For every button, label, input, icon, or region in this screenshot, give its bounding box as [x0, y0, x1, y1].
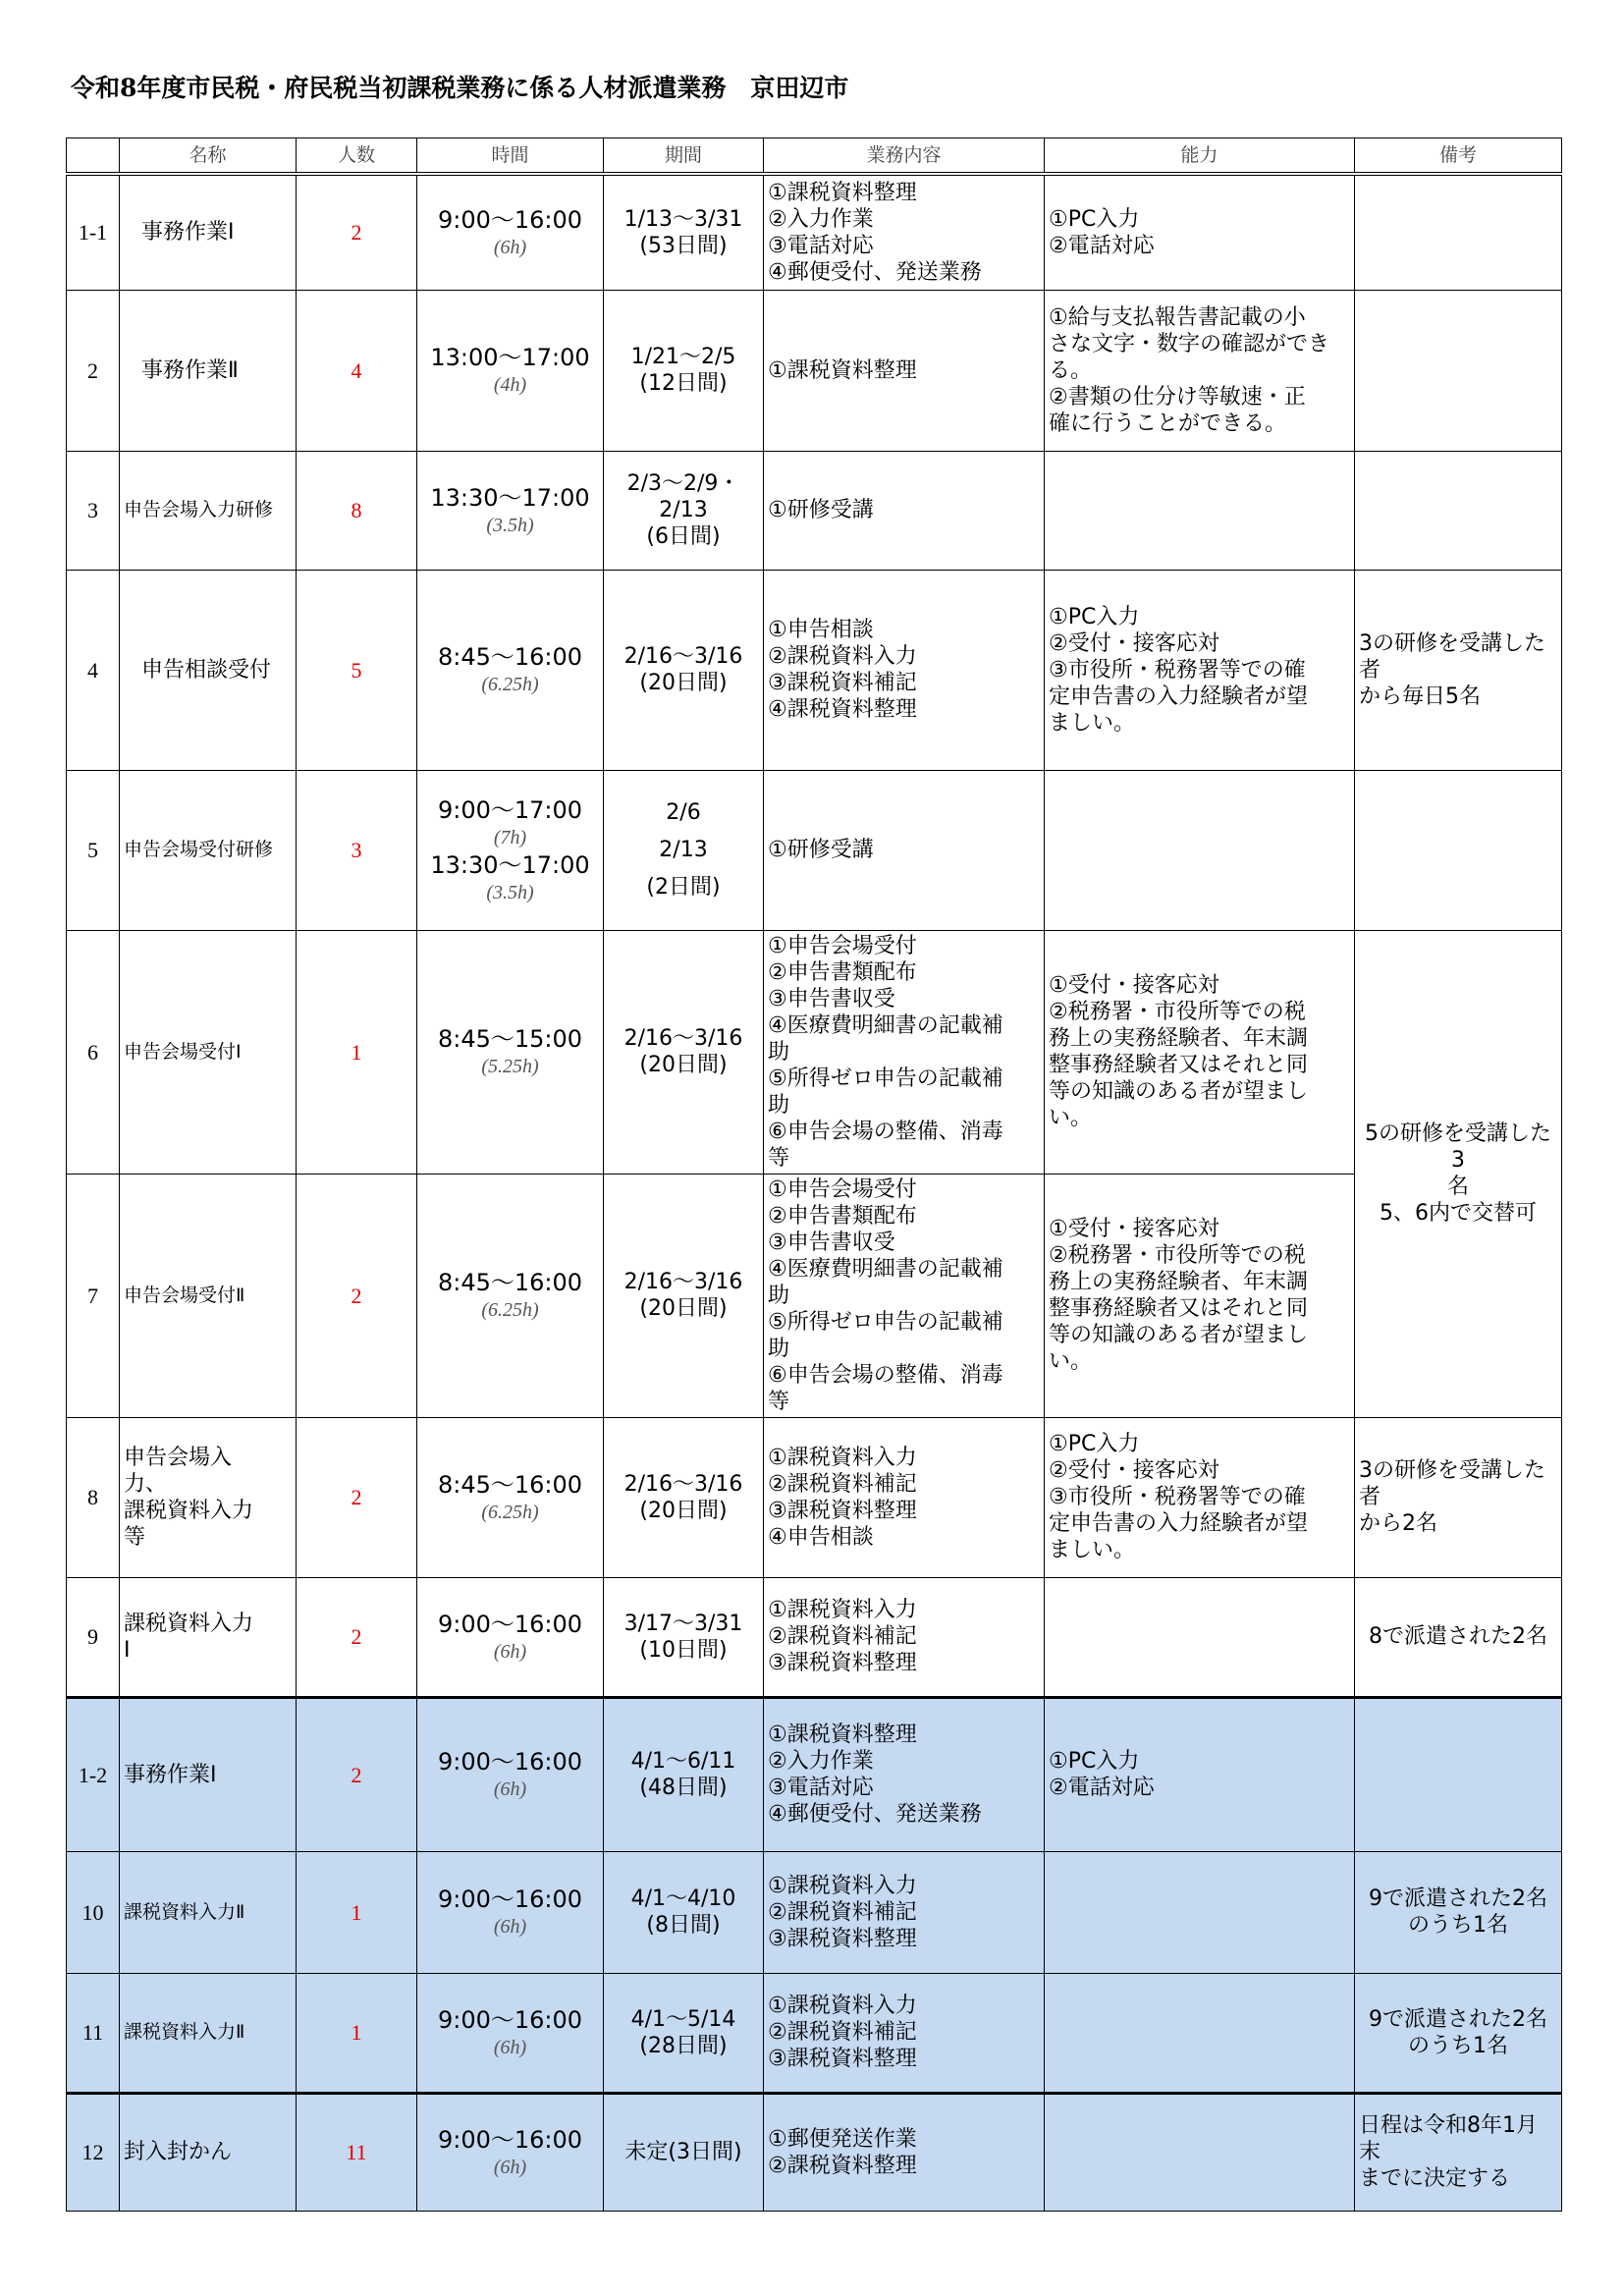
time-range: 9:00～17:00 [437, 795, 583, 824]
work-period [604, 570, 764, 770]
required-ability-line: ③市役所・税務署等での確 [1049, 1485, 1306, 1509]
duties-line: ③申告書収受 [768, 986, 895, 1011]
row-number: 2 [67, 290, 120, 451]
time-range: 9:00～16:00 [437, 1610, 583, 1638]
work-period [604, 290, 764, 451]
time-range: 8:45～16:00 [437, 643, 583, 671]
staff-count: 2 [297, 1697, 417, 1851]
required-ability-line: ①PC入力 [1049, 604, 1140, 629]
job-name [120, 770, 297, 930]
remarks [1355, 174, 1562, 290]
required-ability-line: ③市役所・税務署等での確 [1049, 657, 1306, 683]
work-hours [417, 290, 604, 451]
duties-line: ②申告書類配布 [768, 1203, 917, 1229]
work-period [604, 1973, 764, 2093]
table-row [67, 1577, 1562, 1697]
duties [764, 1417, 1045, 1577]
work-period-line: 4/1～6/11 [630, 1749, 736, 1774]
duties-line: ①課税資料入力 [768, 1873, 917, 1898]
duties-line: ③課税資料整理 [768, 1651, 917, 1675]
duties [764, 1973, 1045, 2093]
required-ability-line: ①PC入力 [1049, 206, 1140, 232]
duties-line: ①課税資料入力 [768, 1994, 917, 2018]
required-ability [1045, 290, 1355, 451]
hours-duration: (6.25h) [481, 674, 539, 695]
table-row [67, 451, 1562, 570]
duties-line: ④課税資料整理 [768, 697, 917, 722]
staff-count: 2 [297, 1417, 417, 1577]
work-period-line: (20日間) [639, 1296, 728, 1321]
job-name [120, 1851, 297, 1973]
hours-duration: (6h) [493, 1916, 527, 1938]
remarks-line: から2名 [1359, 1511, 1437, 1536]
table-row [67, 1174, 1562, 1417]
duties [764, 1851, 1045, 1973]
remarks [1355, 451, 1562, 570]
work-period-line: 未定(3日間) [624, 2140, 742, 2164]
staff-count: 3 [297, 770, 417, 930]
remarks-line: 5の研修を受講した3 [1365, 1121, 1551, 1173]
work-hours [417, 1973, 604, 2093]
work-period-line: 2/6 [666, 799, 701, 825]
hours-duration: (6h) [493, 1640, 527, 1663]
row-number: 10 [67, 1851, 120, 1973]
header-time: 時間 [417, 138, 604, 175]
required-ability-line: 務上の実務経験者、年末調 [1049, 1026, 1309, 1051]
time-range: 8:45～16:00 [437, 1269, 583, 1296]
table-row [67, 1697, 1562, 1851]
work-period-line: (20日間) [639, 1498, 728, 1523]
duties-line: ④郵便受付、発送業務 [768, 259, 982, 285]
required-ability-line: ①PC入力 [1049, 1749, 1140, 1774]
work-period-line: (10日間) [639, 1637, 728, 1663]
duties [764, 451, 1045, 570]
hours-duration: (7h) [493, 826, 527, 848]
required-ability [1045, 1973, 1355, 2093]
job-name [120, 1417, 297, 1577]
work-period-line: (12日間) [639, 371, 728, 396]
remarks-line: から毎日5名 [1359, 683, 1481, 709]
work-hours [417, 174, 604, 290]
job-name-line: 課税資料入力 [124, 1611, 254, 1636]
duties-line: 助 [768, 1039, 790, 1065]
work-period [604, 1174, 764, 1417]
hours-duration: (6.25h) [481, 1501, 539, 1523]
time-range: 9:00～16:00 [437, 205, 583, 234]
duties [764, 174, 1045, 290]
remarks [1355, 290, 1562, 451]
remarks-line: 名 [1446, 1175, 1469, 1199]
required-ability-line: 務上の実務経験者、年末調 [1049, 1270, 1309, 1294]
job-name-line: 申告会場入 [124, 1445, 233, 1470]
hours-duration: (6h) [493, 236, 527, 258]
job-name-line: 申告会場受付Ⅱ [124, 1284, 245, 1306]
header-name: 名称 [120, 138, 297, 175]
duties-line: 助 [768, 1336, 790, 1361]
required-ability [1045, 174, 1355, 290]
staff-count: 11 [297, 2093, 417, 2211]
remarks [1355, 770, 1562, 930]
duties [764, 2093, 1045, 2211]
time-range: 13:00～17:00 [430, 344, 590, 371]
remarks-line: 9で派遣された2名 [1369, 1886, 1547, 1911]
staff-count: 1 [297, 930, 417, 1174]
job-name [120, 174, 297, 290]
job-name [120, 451, 297, 570]
table-row [67, 1417, 1562, 1577]
job-name [120, 1174, 297, 1417]
hours-duration: (6.25h) [481, 1299, 539, 1321]
required-ability [1045, 2093, 1355, 2211]
duties-line: ①課税資料入力 [768, 1598, 917, 1622]
duties-line: ②課税資料補記 [768, 1899, 917, 1925]
duties-line: ①研修受講 [768, 498, 874, 522]
required-ability [1045, 770, 1355, 930]
work-hours [417, 1174, 604, 1417]
header-count: 人数 [297, 138, 417, 175]
work-period [604, 770, 764, 930]
job-name [120, 1973, 297, 2093]
staff-count: 4 [297, 290, 417, 451]
duties-line: ④郵便受付、発送業務 [768, 1802, 982, 1827]
header-duties: 業務内容 [764, 138, 1045, 175]
required-ability-line: ②受付・接客応対 [1049, 1458, 1219, 1483]
staff-count: 2 [297, 1174, 417, 1417]
required-ability-line: ましい。 [1049, 1538, 1136, 1562]
required-ability-line: ②電話対応 [1049, 1776, 1155, 1800]
duties-line: ①申告相談 [768, 618, 874, 642]
duties-line: ③電話対応 [768, 1776, 874, 1800]
work-hours [417, 1417, 604, 1577]
duties-line: ③課税資料補記 [768, 671, 917, 695]
job-name-line: 課税資料入力 [124, 1498, 254, 1523]
duties-line: ①課税資料整理 [768, 180, 917, 205]
remarks-line: 3の研修を受講した者 [1359, 1458, 1545, 1509]
duties-line: 助 [768, 1092, 790, 1118]
work-period-line: 2/16～3/16 [623, 1471, 743, 1497]
staff-count: 2 [297, 1577, 417, 1697]
work-period [604, 174, 764, 290]
duties-line: ②課税資料入力 [768, 644, 917, 669]
duties-line: ②申告書類配布 [768, 959, 917, 985]
work-hours [417, 2093, 604, 2211]
job-name-line: 事務作業Ⅰ [124, 1762, 217, 1787]
duties [764, 930, 1045, 1174]
work-hours [417, 770, 604, 930]
job-name-line: 申告会場入力研修 [124, 499, 274, 520]
job-name [120, 2093, 297, 2211]
work-period-line: (20日間) [639, 671, 728, 695]
duties-line: ③課税資料整理 [768, 1926, 917, 1951]
remarks-line: 8で派遣された2名 [1369, 1624, 1547, 1649]
work-period-line: 2/16～3/16 [623, 1270, 743, 1294]
job-name [120, 570, 297, 770]
page-title: 令和8年度市民税・府民税当初課税業務に係る人材派遣業務 京田辺市 [71, 74, 849, 102]
duties-line: ⑥申告会場の整備、消毒 [768, 1362, 1003, 1388]
required-ability [1045, 1417, 1355, 1577]
required-ability-line: 定申告書の入力経験者が望 [1049, 1511, 1309, 1536]
staff-count: 1 [297, 1973, 417, 2093]
work-hours [417, 1851, 604, 1973]
job-name-line: Ⅰ [124, 1637, 131, 1663]
row-number: 3 [67, 451, 120, 570]
duties-line: ⑤所得ゼロ申告の記載補 [768, 1309, 1003, 1335]
remarks-line: 3の研修を受講した者 [1359, 630, 1545, 683]
remarks [1355, 1577, 1562, 1697]
hours-duration: (5.25h) [481, 1056, 539, 1077]
row-number: 8 [67, 1417, 120, 1577]
work-period-line: 2/13 [659, 837, 708, 862]
duties-line: ②入力作業 [768, 206, 874, 232]
duties [764, 290, 1045, 451]
work-period-line: 2/16～3/16 [623, 1026, 743, 1051]
job-name-line: 申告相談受付 [141, 657, 272, 683]
job-name-line: 課税資料入力Ⅱ [124, 2021, 245, 2043]
work-period-line: (48日間) [639, 1776, 728, 1800]
remarks [1355, 1851, 1562, 1973]
duties [764, 1174, 1045, 1417]
duties-line: ⑤所得ゼロ申告の記載補 [768, 1066, 1003, 1091]
duties-line: ①申告会場受付 [768, 1176, 917, 1202]
job-name-line: 申告会場受付研修 [124, 839, 274, 860]
table-row [67, 770, 1562, 930]
required-ability [1045, 1697, 1355, 1851]
duties-line: ③課税資料整理 [768, 2047, 917, 2071]
duties-line: 助 [768, 1283, 790, 1308]
remarks [1355, 2093, 1562, 2211]
work-period-line: (8日間) [646, 1913, 721, 1938]
duties-line: ①課税資料整理 [768, 357, 917, 383]
work-period [604, 930, 764, 1174]
duties-line: ③電話対応 [768, 233, 874, 258]
required-ability [1045, 1174, 1355, 1417]
schedule-table [66, 137, 1562, 2212]
required-ability [1045, 451, 1355, 570]
header-ability: 能力 [1045, 138, 1355, 175]
job-name-line: 事務作業Ⅱ [141, 357, 239, 383]
duties-line: ④申告相談 [768, 1524, 874, 1550]
required-ability-line: 定申告書の入力経験者が望 [1049, 683, 1309, 709]
required-ability [1045, 1577, 1355, 1697]
row-number: 9 [67, 1577, 120, 1697]
time-range: 9:00～16:00 [437, 2005, 583, 2034]
remarks-line: 9で派遣された2名 [1369, 2006, 1547, 2032]
required-ability-line: ①PC入力 [1049, 1432, 1140, 1456]
row-number: 11 [67, 1973, 120, 2093]
table-row [67, 1851, 1562, 1973]
time-range: 8:45～16:00 [437, 1470, 583, 1499]
remarks [1355, 1973, 1562, 2093]
required-ability-line: ①受付・接客応対 [1049, 973, 1219, 998]
remarks-line: までに決定する [1359, 2166, 1511, 2191]
work-hours [417, 451, 604, 570]
required-ability-line: ①給与支払報告書記載の小 [1049, 304, 1306, 330]
required-ability [1045, 930, 1355, 1174]
staff-count: 1 [297, 1851, 417, 1973]
header-row [67, 138, 1562, 175]
job-name-line: 封入封かん [124, 2140, 233, 2164]
work-period [604, 1851, 764, 1973]
job-name-line: 事務作業Ⅰ [141, 220, 235, 246]
row-number: 4 [67, 570, 120, 770]
required-ability-line: い。 [1049, 1349, 1093, 1374]
time-range: 13:30～17:00 [430, 483, 590, 512]
table-row [67, 570, 1562, 770]
job-name-line: 申告会場受付Ⅰ [124, 1040, 242, 1063]
duties-line: ①課税資料整理 [768, 1722, 917, 1747]
hours-duration: (4h) [493, 374, 527, 396]
work-period-line: 4/1～5/14 [630, 2006, 736, 2032]
work-period-line: 3/17～3/31 [623, 1611, 743, 1636]
required-ability-line: ②受付・接客応対 [1049, 630, 1219, 656]
duties [764, 1577, 1045, 1697]
job-name [120, 1577, 297, 1697]
time-range: 9:00～16:00 [437, 2125, 583, 2154]
remarks-line: のうち1名 [1408, 1913, 1508, 1938]
row-number: 5 [67, 770, 120, 930]
work-period-line: 2/16～3/16 [623, 644, 743, 669]
required-ability [1045, 1851, 1355, 1973]
duties-line: ④医療費明細書の記載補 [768, 1256, 1003, 1282]
schedule-body [67, 174, 1562, 2211]
work-period-line: (53日間) [639, 233, 728, 258]
required-ability-line: さな文字・数字の確認ができ [1049, 331, 1330, 356]
work-period [604, 1577, 764, 1697]
hours-duration: (6h) [493, 2156, 527, 2178]
work-hours [417, 1697, 604, 1851]
required-ability-line: ①受付・接客応対 [1049, 1217, 1219, 1241]
remarks-line: 5、6内で交替可 [1380, 1201, 1537, 1226]
remarks-line: のうち1名 [1408, 2033, 1508, 2058]
work-period-line: (6日間) [646, 524, 721, 549]
required-ability-line: ②税務署・市役所等での税 [1049, 1000, 1306, 1024]
remarks [1355, 1417, 1562, 1577]
duties-line: ⑥申告会場の整備、消毒 [768, 1119, 1003, 1144]
work-period-line: 2/13 [659, 498, 708, 522]
work-period [604, 1417, 764, 1577]
duties-line: ②課税資料整理 [768, 2153, 917, 2178]
hours-duration: (3.5h) [486, 514, 534, 536]
required-ability-line: 整事務経験者又はそれと同 [1049, 1053, 1309, 1077]
duties-line: ②課税資料補記 [768, 1624, 917, 1649]
work-hours [417, 1577, 604, 1697]
staff-count: 5 [297, 570, 417, 770]
work-hours [417, 930, 604, 1174]
remarks [1355, 930, 1562, 1417]
work-period-line: (2日間) [646, 874, 721, 900]
duties-line: ①郵便発送作業 [768, 2126, 917, 2152]
duties-line: 等 [768, 1145, 790, 1171]
duties [764, 1697, 1045, 1851]
work-hours [417, 570, 604, 770]
required-ability-line: い。 [1049, 1106, 1093, 1130]
work-period-line: 1/21～2/5 [630, 345, 736, 369]
duties-line: ②課税資料補記 [768, 2020, 917, 2045]
required-ability-line: 整事務経験者又はそれと同 [1049, 1296, 1309, 1321]
time-range: 13:30～17:00 [430, 850, 590, 879]
table-row [67, 290, 1562, 451]
duties-line: ④医療費明細書の記載補 [768, 1012, 1003, 1038]
work-period-line: 2/3～2/9・ [626, 471, 740, 496]
table-row [67, 1973, 1562, 2093]
header-period: 期間 [604, 138, 764, 175]
required-ability-line: 等の知識のある者が望まし [1049, 1079, 1309, 1104]
work-period [604, 1697, 764, 1851]
required-ability-line: 確に行うことができる。 [1049, 410, 1287, 436]
remarks [1355, 570, 1562, 770]
work-period-line: 1/13～3/31 [623, 206, 743, 232]
duties-line: ③課税資料整理 [768, 1498, 917, 1523]
duties-line: ③申告書収受 [768, 1230, 895, 1255]
duties [764, 570, 1045, 770]
job-name [120, 1697, 297, 1851]
required-ability-line: ②電話対応 [1049, 233, 1155, 258]
remarks-line: 日程は令和8年1月末 [1359, 2113, 1538, 2164]
time-range: 8:45～15:00 [437, 1025, 583, 1053]
job-name-line: 力、 [124, 1471, 168, 1497]
duties-line: ①研修受講 [768, 838, 874, 862]
hours-duration: (6h) [493, 2036, 527, 2058]
duties-line: 等 [768, 1389, 790, 1414]
staff-count: 8 [297, 451, 417, 570]
row-number: 12 [67, 2093, 120, 2211]
required-ability-line: 等の知識のある者が望まし [1049, 1323, 1309, 1347]
job-name [120, 930, 297, 1174]
required-ability-line: ②税務署・市役所等での税 [1049, 1243, 1306, 1268]
duties-line: ①課税資料入力 [768, 1445, 917, 1470]
hours-duration: (3.5h) [486, 881, 534, 903]
duties [764, 770, 1045, 930]
hours-duration: (6h) [493, 1778, 527, 1800]
duties-line: ②入力作業 [768, 1749, 874, 1774]
row-number: 1-1 [67, 174, 120, 290]
required-ability [1045, 570, 1355, 770]
job-name-line: 等 [124, 1524, 146, 1550]
row-number: 1-2 [67, 1697, 120, 1851]
required-ability-line: る。 [1049, 357, 1093, 383]
work-period [604, 451, 764, 570]
job-name-line: 課税資料入力Ⅱ [124, 1900, 245, 1923]
row-number: 6 [67, 930, 120, 1174]
work-period [604, 2093, 764, 2211]
duties-line: ②課税資料補記 [768, 1471, 917, 1497]
remarks [1355, 1697, 1562, 1851]
header-no [67, 138, 120, 175]
required-ability-line: ましい。 [1049, 710, 1136, 736]
time-range: 9:00～16:00 [437, 1886, 583, 1913]
work-period-line: (28日間) [639, 2033, 728, 2058]
row-number: 7 [67, 1174, 120, 1417]
table-row [67, 2093, 1562, 2211]
required-ability-line: ②書類の仕分け等敏速・正 [1049, 384, 1306, 410]
job-name [120, 290, 297, 451]
header-note: 備考 [1355, 138, 1562, 175]
work-period-line: (20日間) [639, 1053, 728, 1077]
work-period-line: 4/1～4/10 [630, 1886, 736, 1911]
table-row [67, 930, 1562, 1174]
time-range: 9:00～16:00 [437, 1748, 583, 1776]
table-row [67, 174, 1562, 290]
staff-count: 2 [297, 174, 417, 290]
duties-line: ①申告会場受付 [768, 933, 917, 958]
